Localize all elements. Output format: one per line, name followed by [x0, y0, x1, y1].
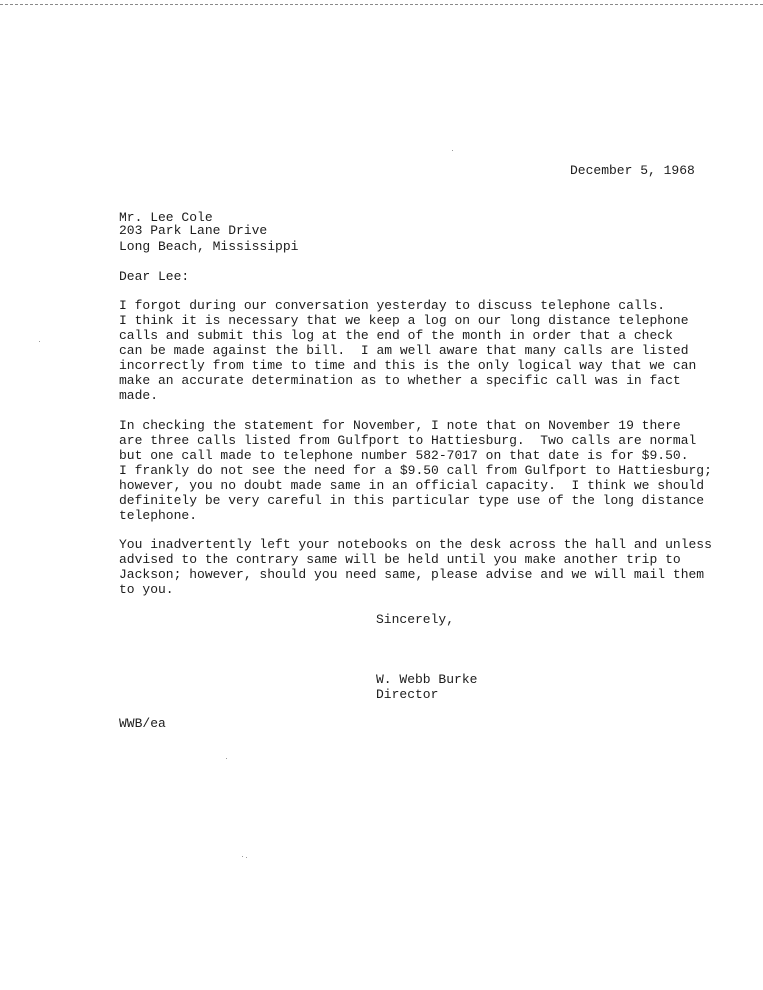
paragraph-line: advised to the contrary same will be held until you make another trip to: [119, 552, 681, 567]
paragraph-line: but one call made to telephone number 582-7017 on that date is for $9.50.: [119, 448, 689, 463]
paragraph-line: I think it is necessary that we keep a log on our long distance telephone: [119, 313, 689, 328]
closing: Sincerely,: [376, 612, 455, 627]
recipient-street: 203 Park Lane Drive: [119, 223, 268, 238]
salutation: Dear Lee:: [119, 269, 190, 284]
paragraph-line: definitely be very careful in this particular type use of the long distance: [119, 493, 705, 508]
body-paragraph-2: [119, 418, 719, 523]
signer-name: W. Webb Burke: [376, 672, 478, 687]
paragraph-line: telephone.: [119, 508, 198, 523]
recipient-city: Long Beach, Mississippi: [119, 239, 299, 254]
paper-speck: [246, 857, 247, 858]
paragraph-line: I forgot during our conversation yesterday to discuss telephone calls.: [119, 298, 666, 313]
paper-speck: [242, 856, 243, 857]
paragraph-line: made.: [119, 388, 159, 403]
typist-initials: WWB/ea: [119, 716, 166, 731]
body-paragraph-1: [119, 298, 719, 403]
paragraph-line: can be made against the bill. I am well aware that many calls are listed: [119, 343, 689, 358]
paragraph-line: I frankly do not see the need for a $9.50 call from Gulfport to Hattiesburg;: [119, 463, 712, 478]
paragraph-line: You inadvertently left your notebooks on the desk across the hall and unless: [119, 537, 712, 552]
paragraph-line: In checking the statement for November, I note that on November 19 there: [119, 418, 681, 433]
paragraph-line: however, you no doubt made same in an official capacity. I think we should: [119, 478, 705, 493]
letter-date: December 5, 1968: [570, 163, 695, 178]
signer-title: Director: [376, 687, 439, 702]
page-top-edge: [0, 4, 763, 5]
paragraph-line: calls and submit this log at the end of the month in order that a check: [119, 328, 673, 343]
paragraph-line: are three calls listed from Gulfport to Hattiesburg. Two calls are normal: [119, 433, 697, 448]
body-paragraph-3: [119, 537, 719, 597]
recipient-name: Mr. Lee Cole: [119, 210, 213, 225]
paragraph-line: Jackson; however, should you need same, please advise and we will mail them: [119, 567, 705, 582]
paragraph-line: make an accurate determination as to whether a specific call was in fact: [119, 373, 681, 388]
paper-speck: [452, 150, 453, 151]
paper-speck: [39, 341, 40, 342]
paper-speck: [226, 758, 227, 759]
paragraph-line: to you.: [119, 582, 174, 597]
paragraph-line: incorrectly from time to time and this is the only logical way that we can: [119, 358, 697, 373]
